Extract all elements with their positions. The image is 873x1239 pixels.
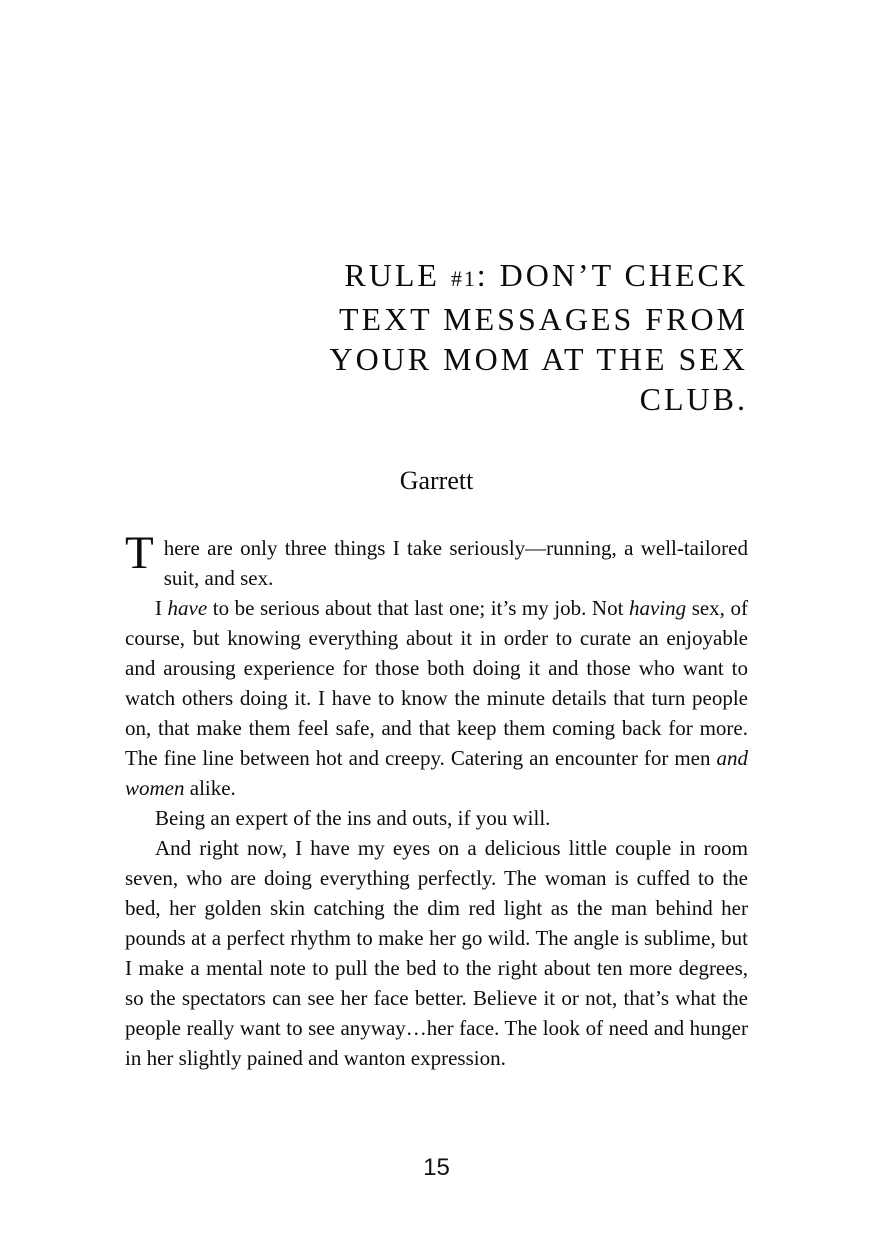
chapter-rule-number: #1 [450, 267, 477, 291]
chapter-title-line-3: YOUR MOM AT THE SEX [329, 341, 748, 377]
emphasis-have: have [167, 596, 208, 620]
page-number: 15 [423, 1154, 450, 1181]
paragraph-2-run-4: sex, of course, but knowing everything about it in order to curate an enjoyable and arousing experience for those both doing it and those who want to watch others doing it. I have to know the minute details that turn people on, that make them feel safe, and that keep them coming back for more. The fine line between hot and creepy. Catering an encounter for men [125, 596, 748, 770]
text-column [125, 0, 748, 1073]
emphasis-having: having [628, 596, 687, 620]
chapter-title-line-4: CLUB. [639, 381, 748, 417]
drop-cap: T [125, 527, 154, 579]
paragraph-1-text: here are only three things I take seriously—running, a well-tailored suit, and sex. [163, 536, 748, 590]
emphasis-and-women: and women [125, 746, 748, 800]
chapter-title-line-1 [125, 255, 748, 299]
chapter-title-line-1-suffix: : DON’T CHECK [476, 257, 748, 293]
chapter-title [125, 255, 748, 419]
chapter-title-line-1-prefix: RULE [344, 257, 451, 293]
chapter-title-line-2: TEXT MESSAGES FROM [338, 301, 748, 337]
paragraph-4: And right now, I have my eyes on a delicious little couple in room seven, who are doing everything perfectly. The woman is cuffed to the bed, her golden skin catching the dim red light as the man behind her pounds at a perfect rhythm to make her go wild. The angle is sublime, but I make a mental note to pull the bed to the right about ten more degrees, so the spectators can see her face better. Believe it or not, that’s what the people really want to see anyway…her face. The look of need and hunger in her slightly pained and wanton expression. [125, 836, 748, 1070]
paragraph-2-run-0: I [155, 596, 168, 620]
paragraph-2 [125, 593, 748, 803]
paragraph-2-run-2: to be serious about that last one; it’s my job. Not [207, 596, 629, 620]
chapter-body [125, 527, 748, 1073]
paragraph-1 [125, 527, 748, 593]
paragraph-3: Being an expert of the ins and outs, if you will. [155, 806, 551, 830]
paragraph-2-run-6: alike. [184, 776, 236, 800]
pov-character-name: Garrett [399, 466, 474, 495]
